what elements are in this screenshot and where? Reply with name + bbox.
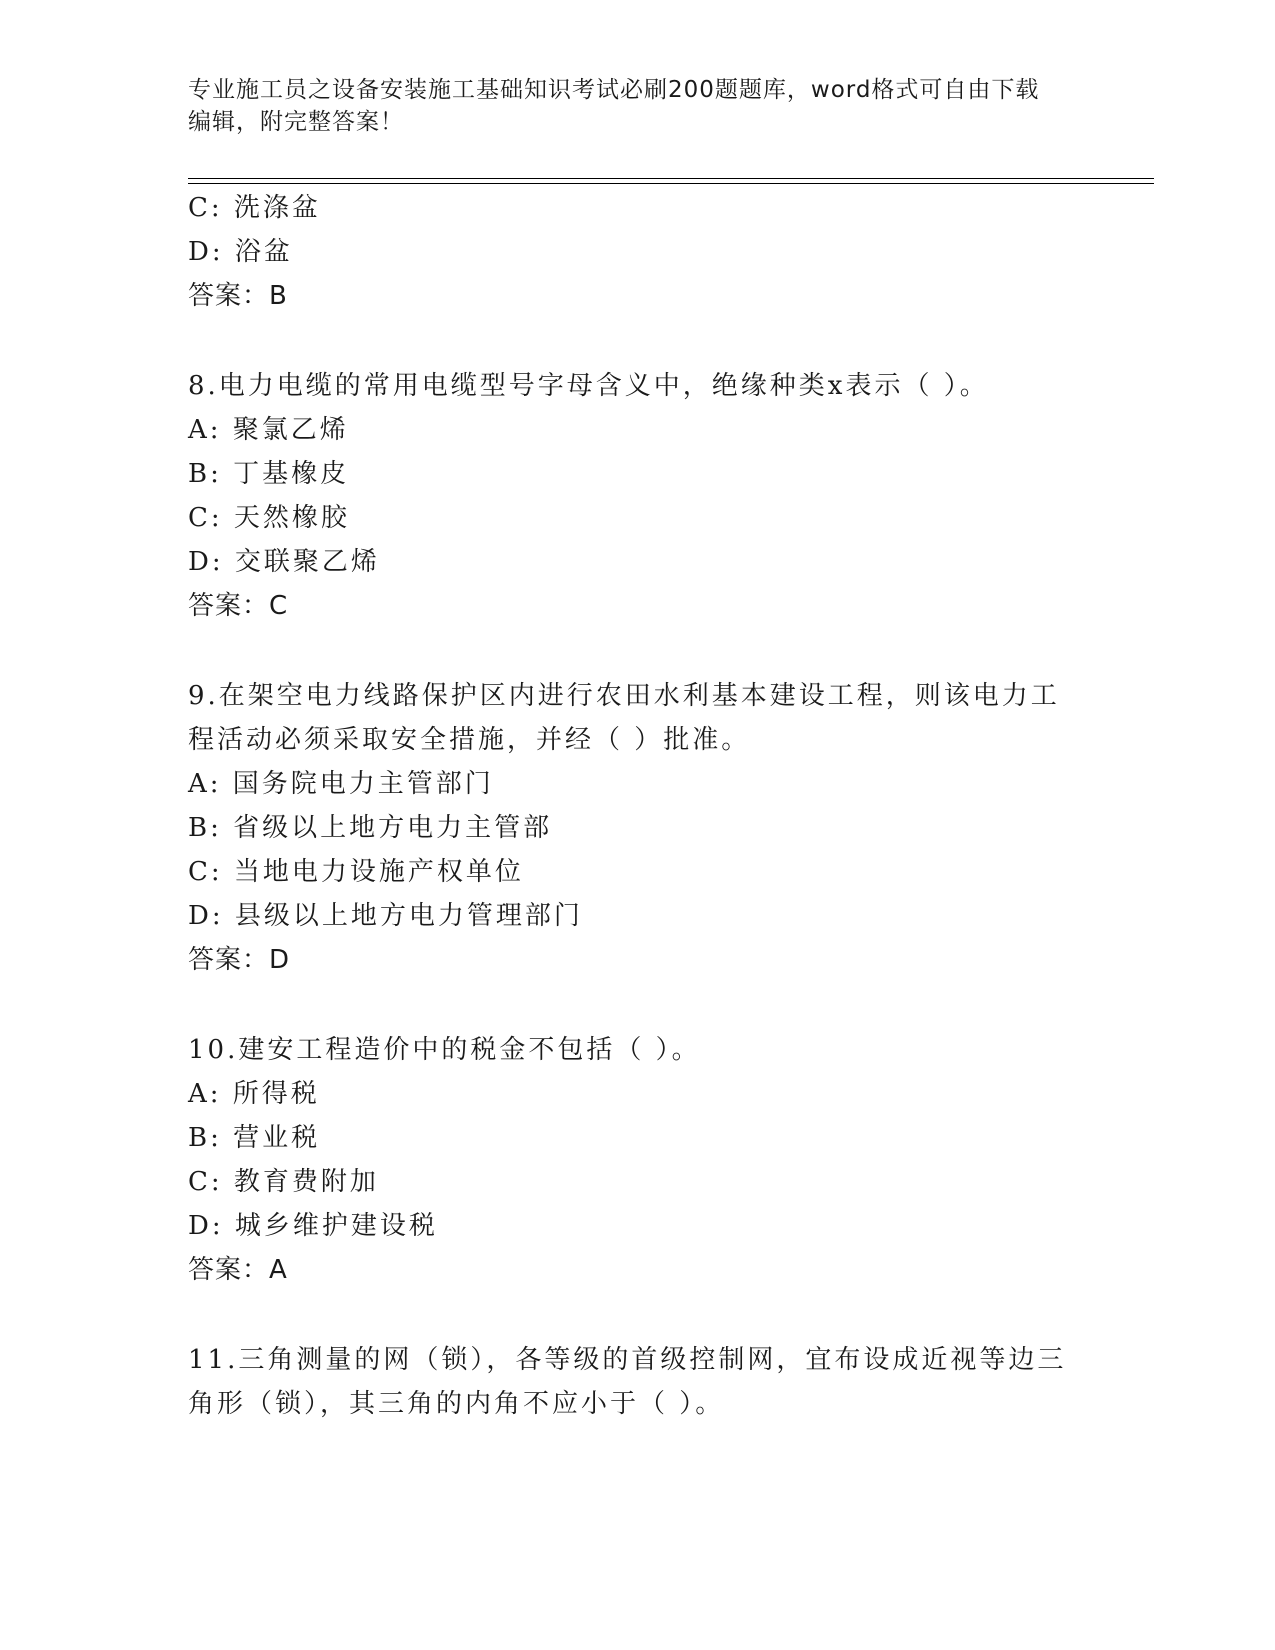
document-header [188, 74, 1088, 138]
option-a-q9: A: 国务院电力主管部门 [188, 769, 494, 799]
option-c-q10: C: 教育费附加 [188, 1167, 379, 1197]
option-c-q8: C: 天然橡胶 [188, 503, 350, 533]
question-11-line-2: 角形（锁），其三角的内角不应小于（ ）。 [188, 1389, 725, 1419]
option-c-q7: C: 洗涤盆 [188, 193, 321, 223]
option-b-q9: B: 省级以上地方电力主管部 [188, 813, 553, 843]
question-11-line-1: 11.三角测量的网（锁），各等级的首级控制网，宜布设成近视等边三 [188, 1345, 1067, 1375]
option-a-q8: A: 聚氯乙烯 [188, 415, 349, 445]
header-divider-top [188, 178, 1154, 179]
question-9-line-1: 9.在架空电力线路保护区内进行农田水利基本建设工程，则该电力工 [188, 681, 1060, 711]
option-d-q10: D: 城乡维护建设税 [188, 1211, 438, 1241]
option-b-q8: B: 丁基橡皮 [188, 459, 350, 489]
header-line-2: 编辑，附完整答案！ [188, 109, 404, 135]
question-10: 10.建安工程造价中的税金不包括（ ）。 [188, 1035, 701, 1065]
option-c-q9: C: 当地电力设施产权单位 [188, 857, 524, 887]
answer-q10: 答案：A [188, 1255, 288, 1285]
header-divider-bottom [188, 183, 1154, 184]
option-d-q8: D: 交联聚乙烯 [188, 547, 380, 577]
option-b-q10: B: 营业税 [188, 1123, 321, 1153]
option-d-q9: D: 县级以上地方电力管理部门 [188, 901, 583, 931]
answer-q8: 答案：C [188, 591, 289, 621]
header-line-1: 专业施工员之设备安装施工基础知识考试必刷200题题库，word格式可自由下载 [188, 77, 1040, 103]
answer-q7: 答案：B [188, 281, 288, 311]
question-8: 8.电力电缆的常用电缆型号字母含义中，绝缘种类x表示（ ）。 [188, 371, 989, 401]
option-d-q7: D: 浴盆 [188, 237, 293, 267]
option-a-q10: A: 所得税 [188, 1079, 320, 1109]
answer-q9: 答案：D [188, 945, 291, 975]
question-9-line-2: 程活动必须采取安全措施，并经（ ）批准。 [188, 725, 751, 755]
